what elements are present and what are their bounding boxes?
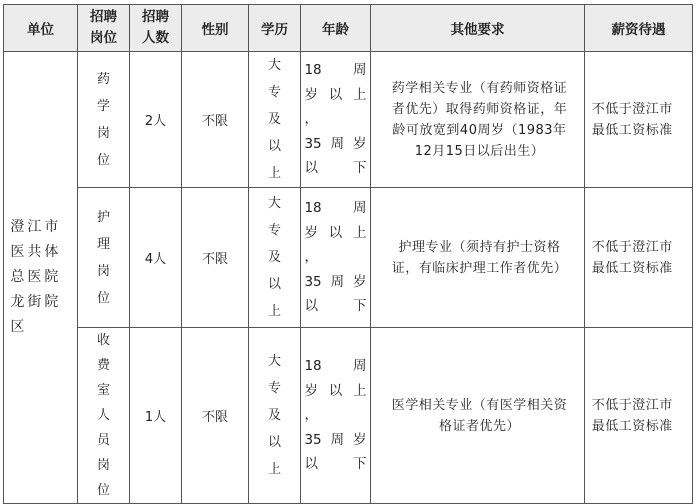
header-salary: 薪资待遇: [585, 5, 693, 52]
age-cell: 18 周 岁以上 ， 35周岁 以下: [301, 328, 371, 504]
salary-cell: 不低于澄江市最低工资标准: [585, 328, 693, 504]
header-gender: 性别: [182, 5, 249, 52]
age-cell: 18 周 岁以上 ， 35周岁 以下: [301, 52, 371, 188]
count-cell: 1人: [130, 328, 182, 504]
gender-cell: 不限: [182, 52, 249, 188]
count-cell: 2人: [130, 52, 182, 188]
table-header: [4, 5, 693, 52]
education-cell: 大专及以上: [249, 52, 301, 188]
header-education: 学历: [249, 5, 301, 52]
education-cell: 大专及以上: [249, 328, 301, 504]
header-other: 其他要求: [371, 5, 585, 52]
header-age: 年龄: [301, 5, 371, 52]
count-cell: 4人: [130, 188, 182, 328]
other-requirements-cell: 医学相关专业（有医学相关资格证者优先）: [371, 328, 585, 504]
post-cell: 药学岗位: [78, 52, 130, 188]
age-cell: 18 周 岁以上 ， 35周岁 以下: [301, 188, 371, 328]
gender-cell: 不限: [182, 328, 249, 504]
salary-cell: 不低于澄江市最低工资标准: [585, 52, 693, 188]
header-count: 招聘人数: [130, 5, 182, 52]
other-requirements-cell: 药学相关专业（有药师资格证者优先）取得药师资格证，年龄可放宽到40周岁（1983年12月15日以后出生）: [371, 52, 585, 188]
table-row: [4, 52, 693, 188]
header-post: 招聘岗位: [78, 5, 130, 52]
other-requirements-cell: 护理专业（须持有护士资格证，有临床护理工作者优先）: [371, 188, 585, 328]
education-cell: 大专及以上: [249, 188, 301, 328]
unit-cell: 澄江市医共体总医院龙街院区: [4, 52, 78, 504]
recruitment-table: [3, 4, 693, 504]
salary-cell: 不低于澄江市最低工资标准: [585, 188, 693, 328]
post-cell: 收费室人员岗位: [78, 328, 130, 504]
table-row: [4, 328, 693, 504]
table-row: [4, 188, 693, 328]
gender-cell: 不限: [182, 188, 249, 328]
post-cell: 护理岗位: [78, 188, 130, 328]
header-unit: 单位: [4, 5, 78, 52]
